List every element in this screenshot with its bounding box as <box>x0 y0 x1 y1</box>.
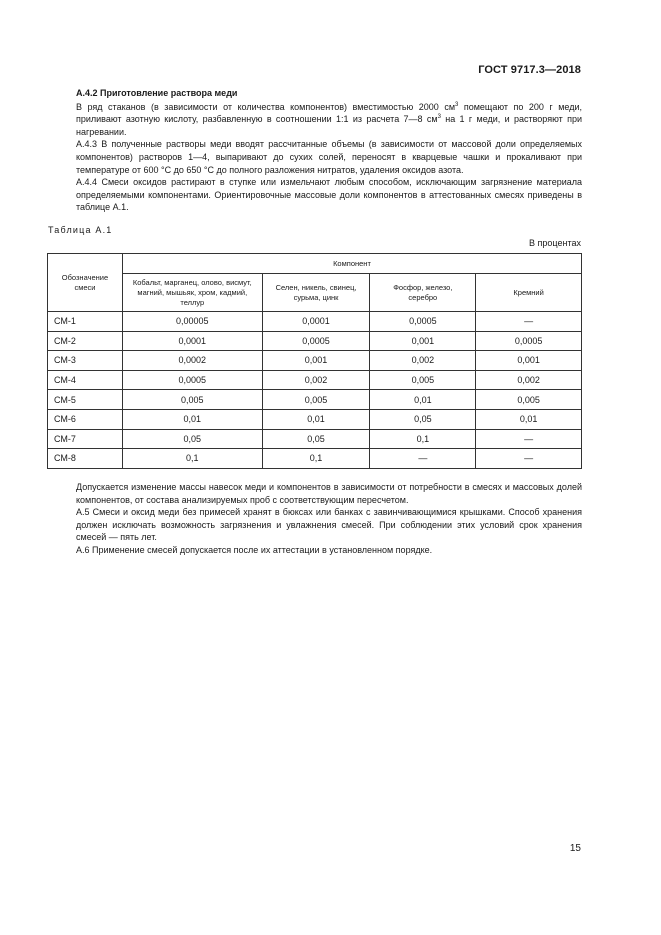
cell-value: 0,0005 <box>476 331 582 351</box>
table-caption: Таблица А.1 <box>48 225 113 235</box>
cell-value: 0,0005 <box>262 331 370 351</box>
paragraph-a4-2 <box>76 101 582 139</box>
cell-code: СМ-8 <box>48 449 123 469</box>
cell-value: 0,0001 <box>122 331 262 351</box>
cell-value: 0,01 <box>370 390 476 410</box>
cell-value: 0,05 <box>122 429 262 449</box>
table-row <box>48 370 582 390</box>
cell-value: 0,0005 <box>122 370 262 390</box>
page-number: 15 <box>569 843 581 854</box>
cell-value: — <box>370 449 476 469</box>
cell-value: — <box>476 312 582 332</box>
cell-value: 0,005 <box>370 370 476 390</box>
cell-value: 0,0001 <box>262 312 370 332</box>
paragraph-a5: А.5 Смеси и оксид меди без примесей хранят в бюксах или банках с завинчивающимися крышками. Способ хранения должен исключать возможность загрязнения и увлажнения смесей. При соблюдении этих условий срок хранения смесей — пять лет. <box>76 507 582 543</box>
p1-part-a: В ряд стаканов (в зависимости от количества компонентов) вместимостью 2000 см <box>76 101 456 112</box>
table-row <box>48 312 582 332</box>
cell-value: 0,005 <box>476 390 582 410</box>
section-a4 <box>76 87 582 214</box>
cell-code: СМ-4 <box>48 370 123 390</box>
cell-value: 0,05 <box>262 429 370 449</box>
section-after-table <box>76 481 582 557</box>
cell-code: СМ-5 <box>48 390 123 410</box>
cell-value: 0,001 <box>370 331 476 351</box>
header-col-4: Кремний <box>476 274 582 312</box>
paragraph-note: Допускается изменение массы навесок меди и компонентов в зависимости от потребности в смесях и массовых долей компонентов, от состава анализируемых проб с соответствующим пересчетом. <box>76 482 582 505</box>
cell-value: 0,002 <box>262 370 370 390</box>
cell-value: 0,002 <box>370 351 476 371</box>
cell-value: 0,0005 <box>370 312 476 332</box>
table-row <box>48 429 582 449</box>
p1-part-c: на 1 г меди, и растворяют при нагревании. <box>76 114 582 137</box>
paragraph-a4-4: А.4.4 Смеси оксидов растирают в ступке или измельчают любым способом, исключающим загрязнение материала определяемыми компонентами. Ориентировочные массовые доли компонентов в аттестованных смесях приведены в таблице А.1. <box>76 177 582 213</box>
cell-value: 0,01 <box>122 409 262 429</box>
cell-value: 0,05 <box>370 409 476 429</box>
cell-value: 0,005 <box>122 390 262 410</box>
cell-code: СМ-7 <box>48 429 123 449</box>
table-units: В процентах <box>529 238 581 248</box>
p1-sup2: 3 <box>437 114 441 121</box>
cell-value: — <box>476 429 582 449</box>
cell-code: СМ-3 <box>48 351 123 371</box>
cell-value: — <box>476 449 582 469</box>
cell-value: 0,00005 <box>122 312 262 332</box>
header-col-1: Кобальт, марганец, олово, висмут, магний, мышьяк, хром, кадмий, теллур <box>122 274 262 312</box>
document-code: ГОСТ 9717.3—2018 <box>478 64 581 76</box>
cell-value: 0,01 <box>476 409 582 429</box>
cell-value: 0,1 <box>370 429 476 449</box>
p1-sup: 3 <box>455 101 459 108</box>
paragraph-a6: А.6 Применение смесей допускается после их аттестации в установленном порядке. <box>76 544 433 555</box>
cell-code: СМ-2 <box>48 331 123 351</box>
section-title: А.4.2 Приготовление раствора меди <box>76 88 238 98</box>
table-row <box>48 351 582 371</box>
cell-value: 0,0002 <box>122 351 262 371</box>
table-row <box>48 390 582 410</box>
table-row <box>48 449 582 469</box>
header-col-2: Селен, никель, свинец, сурьма, цинк <box>262 274 370 312</box>
cell-value: 0,002 <box>476 370 582 390</box>
cell-value: 0,1 <box>262 449 370 469</box>
table-row <box>48 331 582 351</box>
cell-value: 0,01 <box>262 409 370 429</box>
data-table <box>47 253 582 469</box>
cell-value: 0,1 <box>122 449 262 469</box>
p1-part-b: помещают по 200 г меди, приливают азотную кислоту, разбавленную в соотношении 1:1 из расчета 7—8 см <box>76 101 582 125</box>
cell-code: СМ-6 <box>48 409 123 429</box>
table-row <box>48 409 582 429</box>
cell-value: 0,005 <box>262 390 370 410</box>
cell-value: 0,001 <box>262 351 370 371</box>
cell-code: СМ-1 <box>48 312 123 332</box>
cell-value: 0,001 <box>476 351 582 371</box>
paragraph-a4-3: А.4.3 В полученные растворы меди вводят рассчитанные объемы (в зависимости от массовой доли определяемых компонентов) растворов 1—4, выпаривают до сухих солей, переносят в кварцевые чашки и прокаливают при температуре от 600 °С до 650 °С до полного разложения нитратов, удаления оксидов азота. <box>76 139 582 175</box>
header-col-3: Фосфор, железо, серебро <box>370 274 476 312</box>
header-component: Компонент <box>122 254 581 274</box>
header-code: Обозначение смеси <box>48 254 123 312</box>
